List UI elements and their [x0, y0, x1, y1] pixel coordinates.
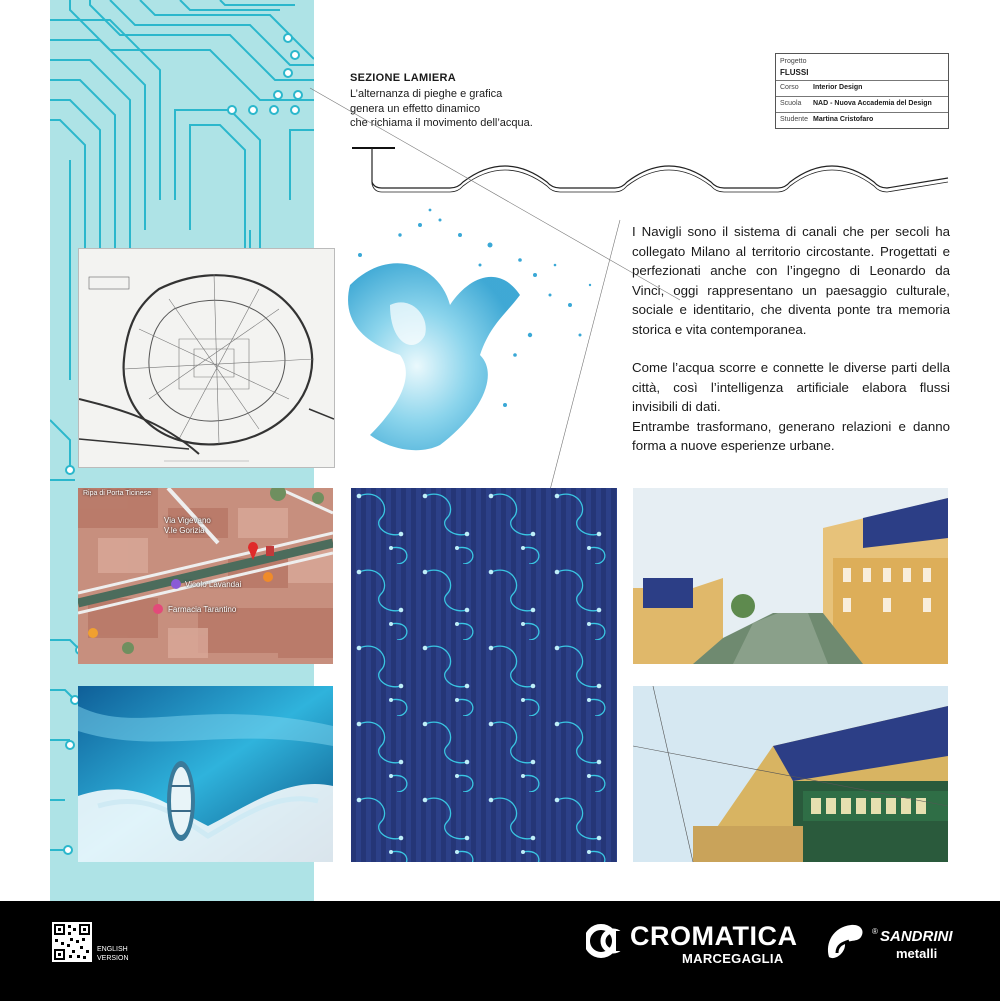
section-title: SEZIONE LAMIERA	[350, 72, 456, 84]
row-value: Interior Design	[813, 84, 863, 91]
footer-bar	[0, 901, 1000, 1001]
row-label: Studente	[780, 116, 809, 123]
water-splash-image	[330, 205, 610, 465]
map-label: Farmacia Tarantino	[168, 605, 237, 614]
historic-city-map	[78, 248, 335, 468]
progetto-value: FLUSSI	[780, 68, 809, 77]
paragraph: I Navigli sono il sistema di canali che per secoli ha collegato Milano al territorio circostante. Progettati e perfezionati anche con l’ingegno di Leonardo da Vinci, oggi rappresentano un paesaggio culturale, sociale e identitario, che diventa ponte tra memoria storica e vita contemporanea.	[632, 224, 950, 337]
row-label: Scuola	[780, 100, 802, 107]
registered-mark: ®	[872, 927, 878, 936]
section-description-line: che richiama il movimento dell’acqua.	[350, 117, 533, 129]
map-label: Via Vigevano	[164, 516, 211, 525]
qr-code-icon[interactable]	[52, 922, 92, 962]
intro-text	[632, 222, 950, 456]
navigli-canal-photo	[633, 488, 948, 664]
map-label: V.le Gorizia	[164, 526, 205, 535]
marcegaglia-brand: MARCEGAGLIA	[682, 951, 784, 966]
english-version-caption[interactable]	[97, 945, 129, 963]
cromatica-brand: CROMATICA	[630, 921, 798, 951]
section-description-line: L’alternanza di pieghe e grafica	[350, 88, 503, 100]
sandrini-brand: SANDRINI	[880, 928, 953, 945]
row-value: Martina Cristofaro	[813, 116, 874, 123]
sandrini-logo-icon	[823, 923, 867, 961]
mannarini-building-photo	[633, 686, 948, 862]
boat-water-image	[78, 686, 333, 862]
paragraph-sentence: Entrambe trasformano, generano relazioni e danno forma a nuove esperienze urbane.	[632, 418, 950, 453]
progetto-label: Progetto	[780, 58, 807, 65]
section-description-line: genera un effetto dinamico	[350, 102, 481, 115]
row-label: Corso	[780, 84, 799, 91]
satellite-map	[78, 488, 333, 664]
metalli-brand: metalli	[896, 946, 938, 961]
paragraph	[632, 358, 950, 456]
map-label: Ripa di Porta Ticinese	[83, 490, 152, 497]
sheet-metal-panel-render	[351, 488, 617, 862]
cromatica-logo-icon	[586, 921, 626, 961]
row-value: NAD - Nuova Accademia del Design	[813, 100, 932, 107]
paragraph-sentence: Come l’acqua scorre e connette le diverse parti della città, così l’intelligenza artificiale elabora flussi invisibili di dati.	[632, 360, 950, 414]
caption-line: ENGLISH	[97, 946, 128, 953]
caption-line: VERSION	[97, 955, 129, 962]
map-label: Vicolo Lavandai	[185, 580, 242, 589]
